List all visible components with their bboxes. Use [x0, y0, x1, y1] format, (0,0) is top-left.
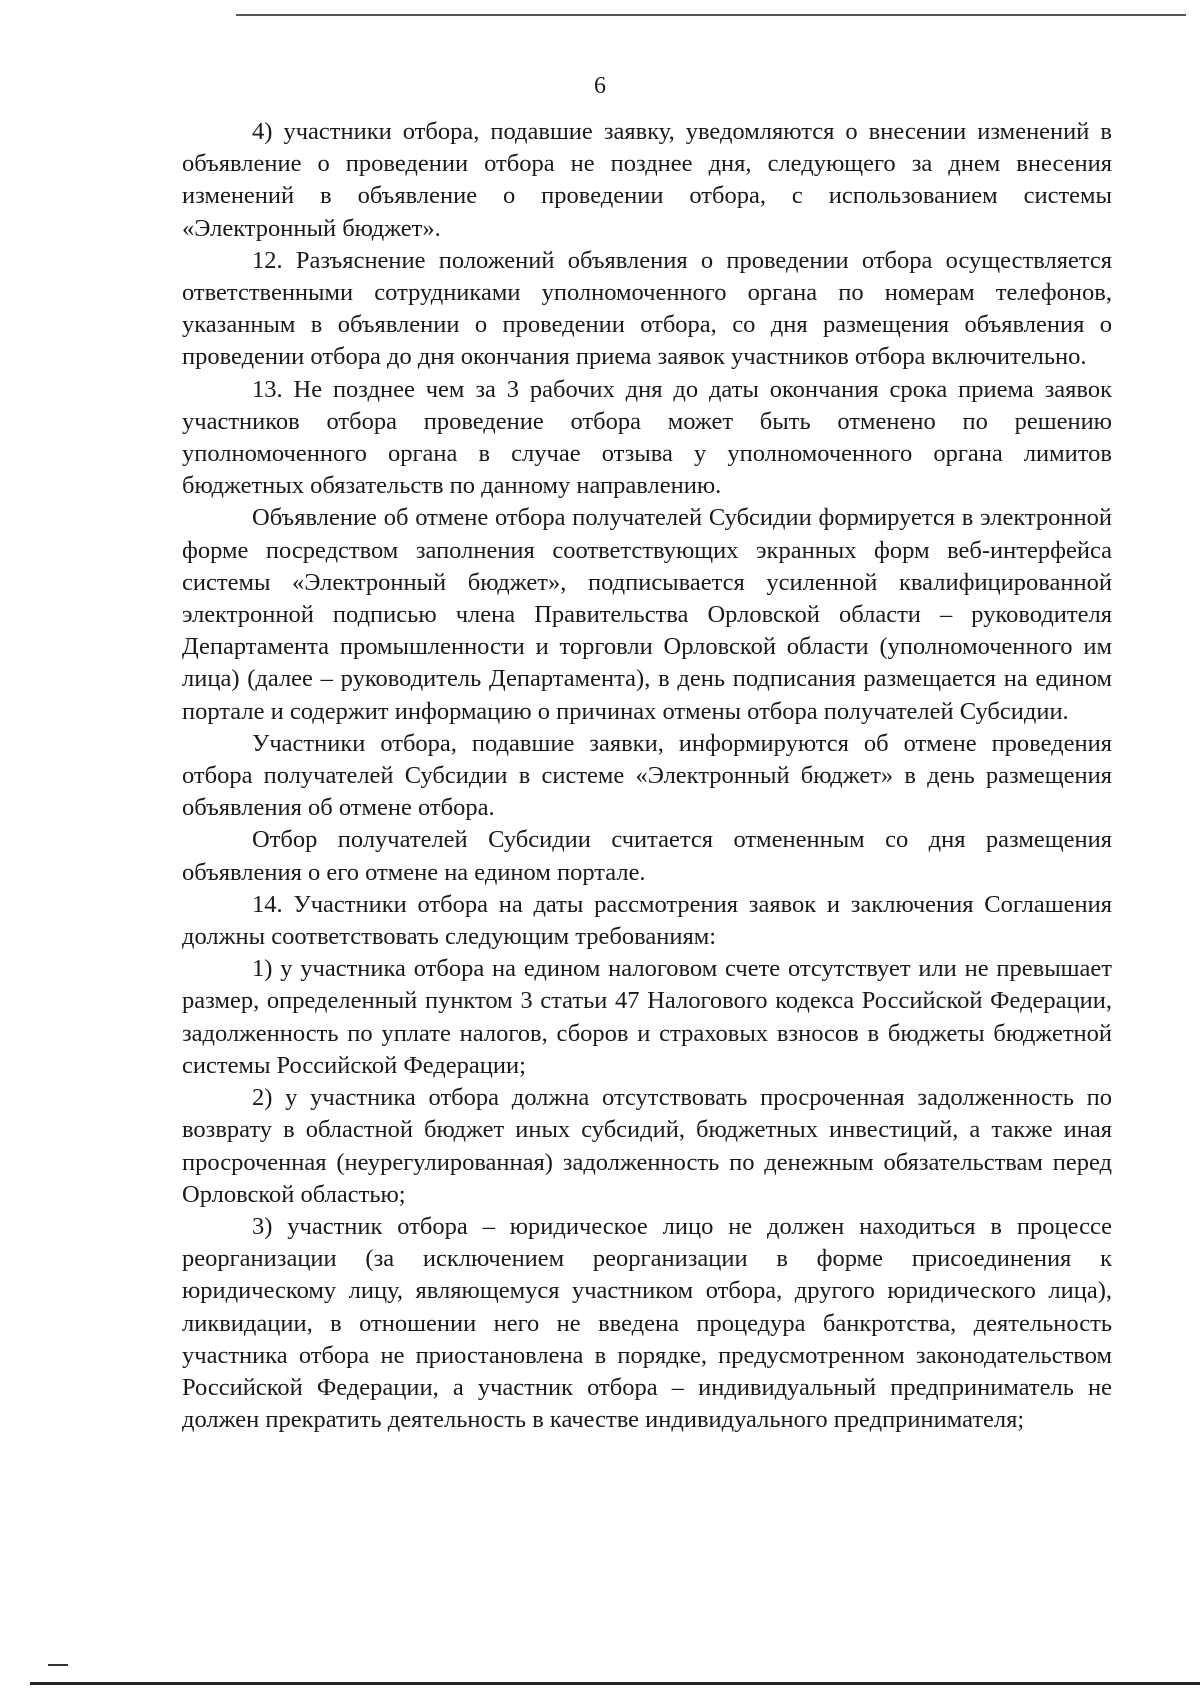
paragraph-cancellation-notice: Объявление об отмене отбора получателей Субсидии формируется в электронной форме посредством заполнения соответствующих экранных форм веб-интерфейса системы «Электронный бюджет», подписывается усиленной квалифицированной электронной подписью члена Правительства Орловской области – руководителя Департамента промышленности и торговли Орловской области (уполномоченного им лица) (далее – руководитель Департамента), в день подписания размещается на едином портале и содержит информацию о причинах отмены отбора получателей Субсидии. [182, 504, 1112, 725]
document-body [182, 116, 1112, 1436]
paragraph-section-14: 14. Участники отбора на даты рассмотрения заявок и заключения Соглашения должны соответствовать следующим требованиям: [182, 890, 1112, 951]
paragraph-requirement-2: 2) у участника отбора должна отсутствовать просроченная задолженность по возврату в областной бюджет иных субсидий, бюджетных инвестиций, а также иная просроченная (неурегулированная) задолженность по денежным обязательствам перед Орловской областью; [182, 1084, 1112, 1208]
paragraph-section-13: 13. Не позднее чем за 3 рабочих дня до даты окончания срока приема заявок участников отбора проведение отбора может быть отменено по решению уполномоченного органа в случае отзыва у уполномоченного органа лимитов бюджетных обязательств по данному направлению. [182, 375, 1112, 500]
paragraph-requirement-1: 1) у участника отбора на едином налоговом счете отсутствует или не превышает размер, определенный пунктом 3 статьи 47 Налогового кодекса Российской Федерации, задолженность по уплате налогов, сборов и страховых взносов в бюджеты бюджетной системы Российской Федерации; [182, 955, 1112, 1079]
paragraph-selection-cancelled: Отбор получателей Субсидии считается отмененным со дня размещения объявления о его отмене на едином портале. [182, 826, 1112, 886]
paragraph-participants-informed: Участники отбора, подавшие заявки, информируются об отмене проведения отбора получателей Субсидии в системе «Электронный бюджет» в день размещения объявления об отмене отбора. [182, 729, 1112, 822]
paragraph-item-4: 4) участники отбора, подавшие заявку, уведомляются о внесении изменений в объявление о проведении отбора не позднее дня, следующего за днем внесения изменений в объявление о проведении отбора, с использованием системы «Электронный бюджет». [182, 118, 1112, 242]
paragraph-section-12: 12. Разъяснение положений объявления о проведении отбора осуществляется ответственными сотрудниками уполномоченного органа по номерам телефонов, указанным в объявлении о проведении отбора, со дня размещения объявления о проведении отбора до дня окончания приема заявок участников отбора включительно. [182, 246, 1112, 371]
scan-border-top [236, 14, 1186, 16]
paragraph-requirement-3: 3) участник отбора – юридическое лицо не должен находиться в процессе реорганизации (за исключением реорганизации в форме присоединения к юридическому лицу, являющемуся участником отбора, другого юридического лица), ликвидации, в отношении него не введена процедура банкротства, деятельность участника отбора не приостановлена в порядке, предусмотренном законодательством Российской Федерации, а участник отбора – индивидуальный предприниматель не должен прекратить деятельность в качестве индивидуального предпринимателя; [182, 1212, 1112, 1434]
scan-mark [48, 1664, 68, 1666]
scan-border-bottom [30, 1682, 1200, 1685]
page-number: 6 [594, 73, 606, 99]
